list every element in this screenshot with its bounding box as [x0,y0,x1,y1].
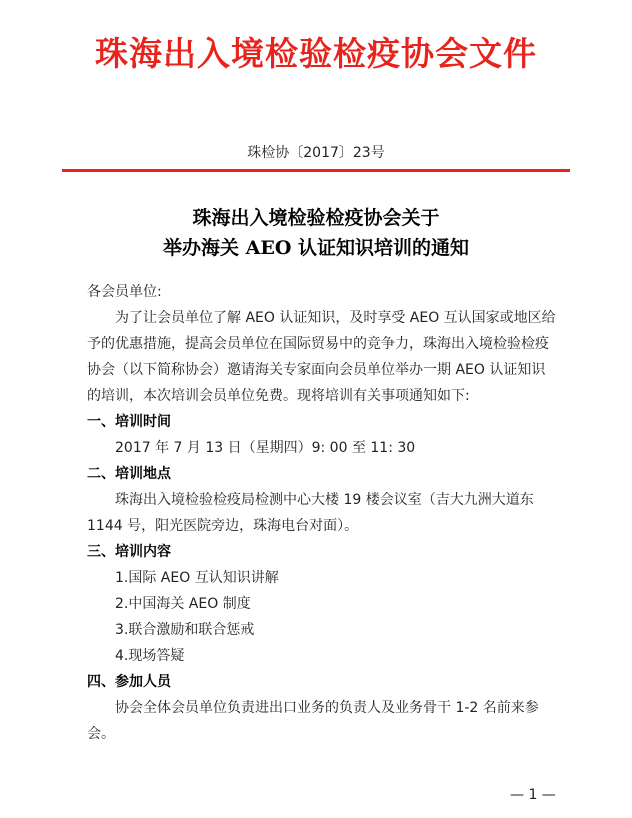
notice-title-line-2: 举办海关 AEO 认证知识培训的通知 [162,237,469,259]
section-heading-time: 一、培训时间 [87,414,171,430]
content-item-2: 2.中国海关 AEO 制度 [115,596,251,612]
notice-body [87,279,557,747]
notice-title-line-1: 珠海出入境检验检疫协会关于 [192,207,440,229]
section-heading-content: 三、培训内容 [87,544,171,560]
org-header-title: 珠海出入境检验检疫协会文件 [95,34,537,73]
header-divider [62,169,570,172]
intro-paragraph: 为了让会员单位了解 AEO 认证知识，及时享受 AEO 互认国家或地区给予的优惠措施，提高会员单位在国际贸易中的竞争力，珠海出入境检验检疫协会（以下简称协会）邀请海关专家面向会员单位举办一期 AEO 认证知识的培训，本次培训会员单位免费。现将培训有关事项通知如下: [87,310,556,404]
section-text-location: 珠海出入境检验检疫局检测中心大楼 19 楼会议室（吉大九洲大道东 1144 号，阳光医院旁边，珠海电台对面）。 [87,492,534,534]
notice-title [0,203,632,263]
section-heading-participants: 四、参加人员 [87,674,171,690]
document-number: 珠检协〔2017〕23号 [247,145,385,161]
section-text-participants: 协会全体会员单位负责进出口业务的负责人及业务骨干 1-2 名前来参会。 [87,700,539,742]
content-item-1: 1.国际 AEO 互认知识讲解 [115,570,279,586]
salutation: 各会员单位: [87,284,162,300]
page-number: — 1 — [510,787,556,803]
content-item-3: 3.联合激励和联合惩戒 [115,622,255,638]
section-text-time: 2017 年 7 月 13 日（星期四）9: 00 至 11: 30 [115,440,416,456]
content-item-4: 4.现场答疑 [115,648,185,664]
section-heading-location: 二、培训地点 [87,466,171,482]
